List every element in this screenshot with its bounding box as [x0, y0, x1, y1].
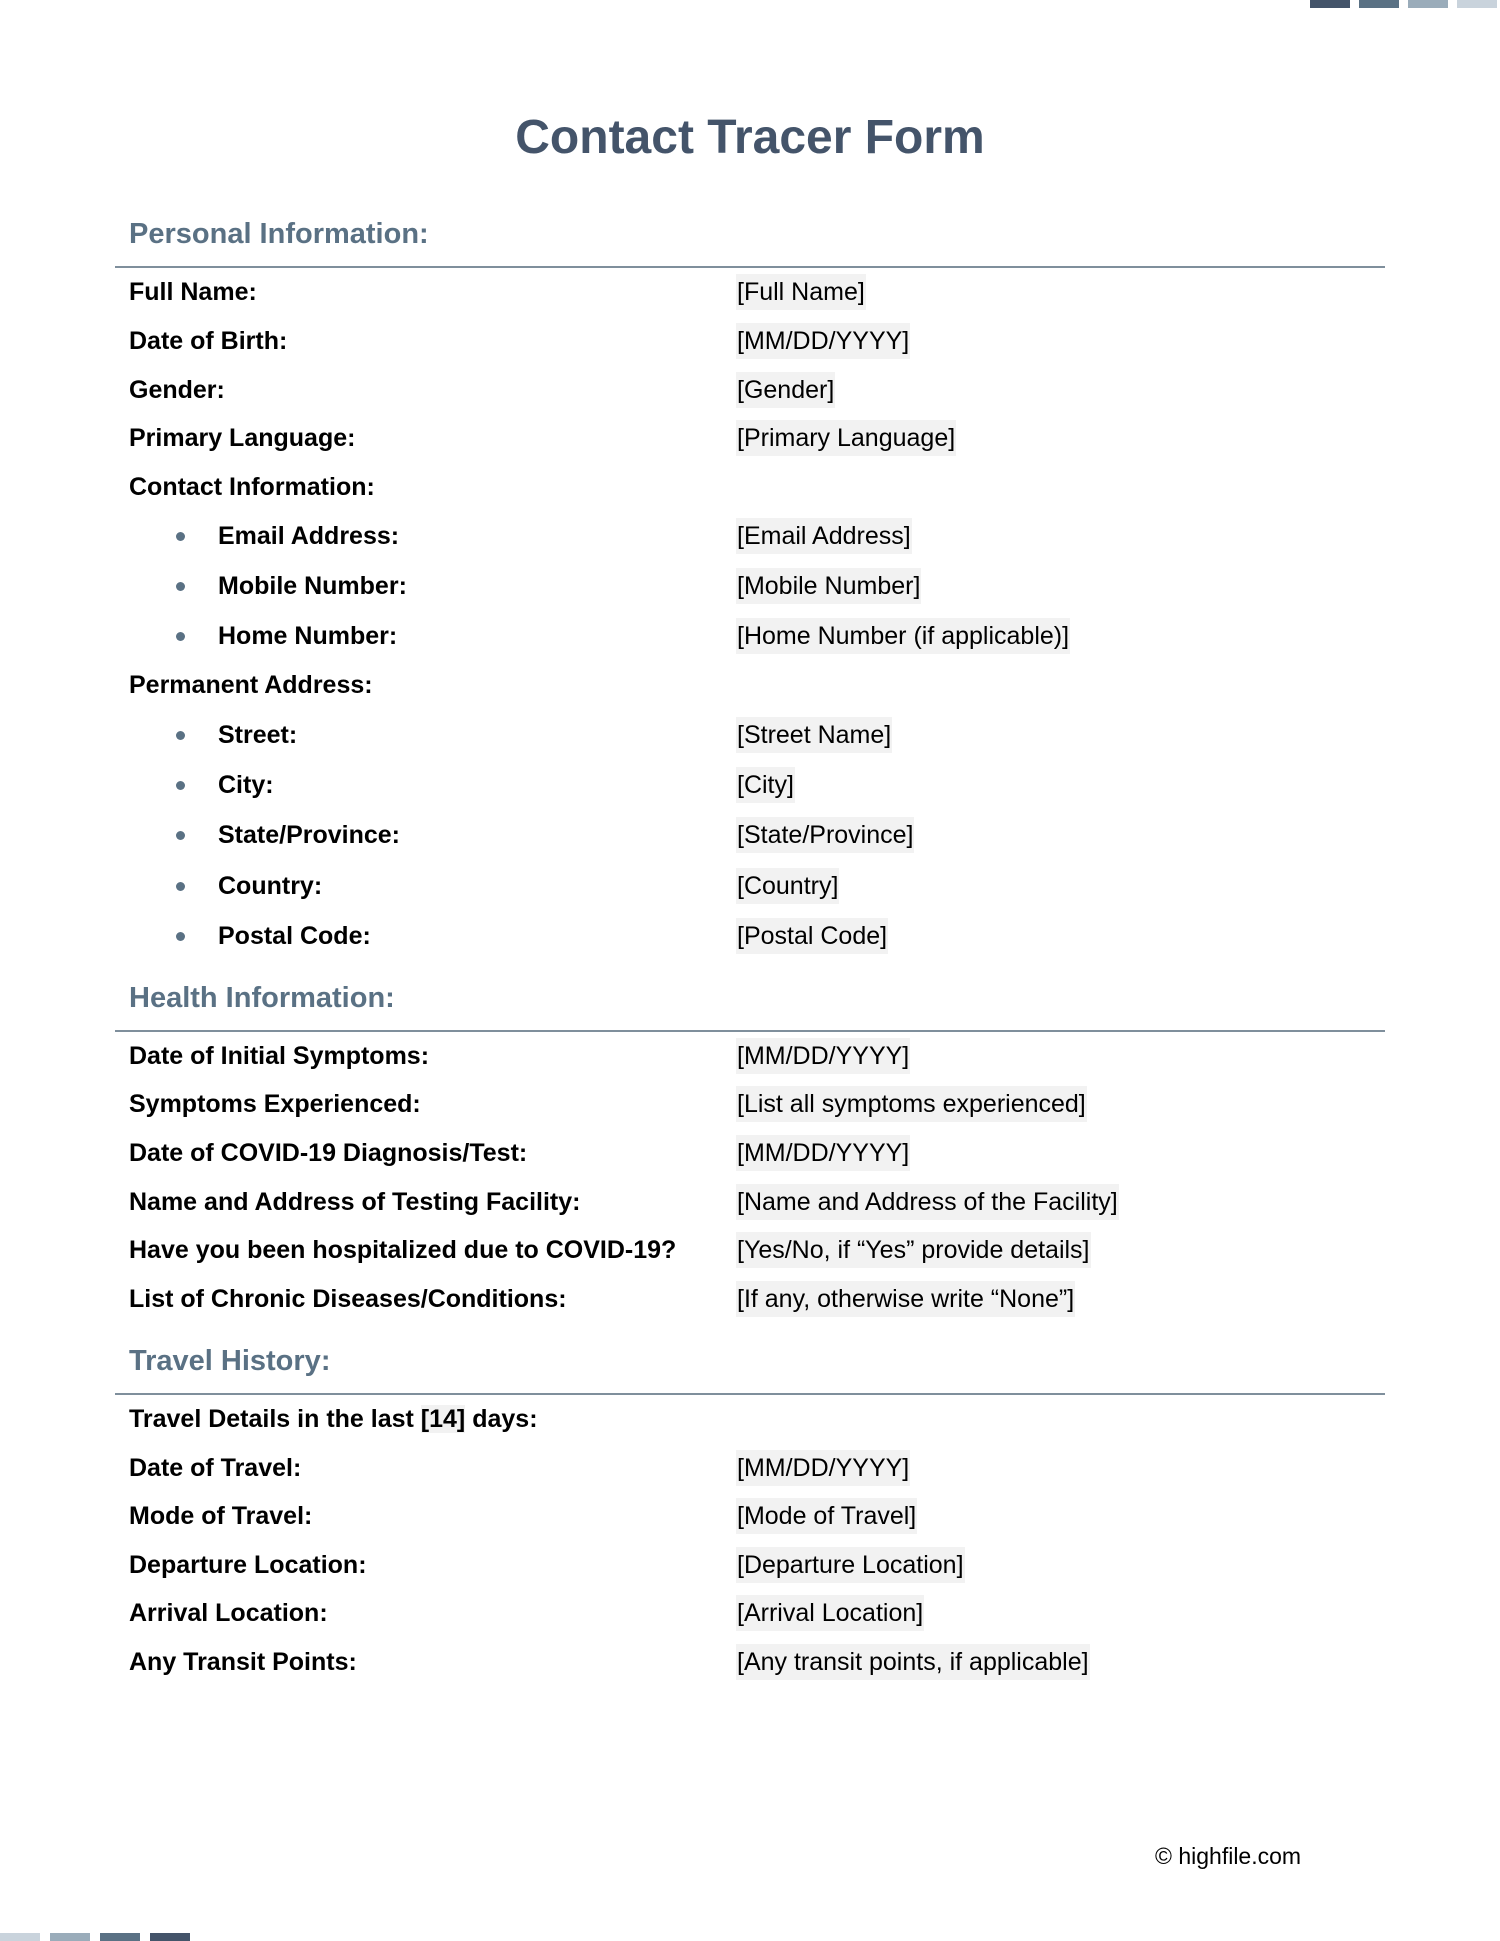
field-row-address-heading	[0, 667, 1500, 703]
field-row-facility	[0, 1184, 1500, 1220]
corner-bar-bottom-3	[100, 1933, 140, 1941]
field-row-diagnosis	[0, 1135, 1500, 1171]
field-label: Postal Code:	[218, 922, 371, 950]
field-row-state	[0, 817, 1500, 853]
home-number-field[interactable]: [Home Number (if applicable)]	[736, 618, 1070, 654]
gender-field[interactable]: [Gender]	[736, 372, 835, 408]
travel-date-field[interactable]: [MM/DD/YYYY]	[736, 1450, 910, 1486]
field-row-chronic	[0, 1281, 1500, 1317]
facility-field[interactable]: [Name and Address of the Facility]	[736, 1184, 1119, 1220]
full-name-field[interactable]: [Full Name]	[736, 274, 866, 310]
email-field[interactable]: [Email Address]	[736, 518, 912, 554]
field-label: City:	[218, 771, 274, 799]
city-field[interactable]: [City]	[736, 767, 795, 803]
field-row-home	[0, 618, 1500, 654]
dob-field[interactable]: [MM/DD/YYYY]	[736, 323, 910, 359]
postal-code-field[interactable]: [Postal Code]	[736, 918, 888, 954]
travel-details-label	[129, 1401, 538, 1437]
field-row-postal	[0, 918, 1500, 954]
field-label: State/Province:	[218, 821, 401, 849]
field-label: Full Name:	[129, 278, 257, 306]
bullet-icon	[176, 632, 185, 641]
corner-bar-top-1	[1310, 0, 1350, 8]
field-row-contact-heading	[0, 469, 1500, 505]
arrival-field[interactable]: [Arrival Location]	[736, 1595, 924, 1631]
field-row-mobile	[0, 568, 1500, 604]
language-field[interactable]: [Primary Language]	[736, 420, 956, 456]
state-field[interactable]: [State/Province]	[736, 817, 914, 853]
country-field[interactable]: [Country]	[736, 868, 839, 904]
field-label: List of Chronic Diseases/Conditions:	[129, 1285, 567, 1313]
bullet-icon	[176, 582, 185, 591]
field-row-language	[0, 420, 1500, 456]
diagnosis-date-field[interactable]: [MM/DD/YYYY]	[736, 1135, 910, 1171]
field-row-country	[0, 868, 1500, 904]
field-row-hospitalized	[0, 1232, 1500, 1268]
field-label: Primary Language:	[129, 424, 356, 452]
field-label: Any Transit Points:	[129, 1648, 357, 1676]
bullet-icon	[176, 781, 185, 790]
street-field[interactable]: [Street Name]	[736, 717, 892, 753]
travel-mode-field[interactable]: [Mode of Travel]	[736, 1498, 917, 1534]
travel-days-field[interactable]: [14]	[420, 1405, 466, 1433]
field-label: Departure Location:	[129, 1551, 367, 1579]
field-row-street	[0, 717, 1500, 753]
field-row-transit	[0, 1644, 1500, 1680]
section-title-health: Health Information:	[129, 982, 395, 1014]
field-label: Home Number:	[218, 622, 398, 650]
section-divider	[115, 1393, 1385, 1395]
field-row-travel-date	[0, 1450, 1500, 1486]
field-row-travel-details	[0, 1401, 1500, 1437]
field-row-full-name	[0, 274, 1500, 310]
bullet-icon	[176, 831, 185, 840]
field-label: Date of COVID-19 Diagnosis/Test:	[129, 1139, 528, 1167]
page-title: Contact Tracer Form	[515, 111, 985, 164]
field-row-symptoms	[0, 1086, 1500, 1122]
field-label: Street:	[218, 721, 298, 749]
field-label: Email Address:	[218, 522, 400, 550]
field-label: Country:	[218, 872, 323, 900]
initial-symptoms-date-field[interactable]: [MM/DD/YYYY]	[736, 1038, 910, 1074]
field-label: Gender:	[129, 376, 225, 404]
footer-copyright: © highfile.com	[1155, 1843, 1302, 1869]
travel-details-suffix: days:	[465, 1405, 538, 1433]
field-row-initial-symptoms	[0, 1038, 1500, 1074]
corner-bar-bottom-4	[150, 1933, 190, 1941]
corner-bar-bottom-1	[0, 1933, 40, 1941]
corner-bar-top-3	[1408, 0, 1448, 8]
address-label: Permanent Address:	[129, 671, 373, 699]
field-label: Date of Birth:	[129, 327, 288, 355]
field-row-travel-mode	[0, 1498, 1500, 1534]
section-title-personal: Personal Information:	[129, 218, 429, 250]
contact-info-label: Contact Information:	[129, 473, 375, 501]
section-title-travel: Travel History:	[129, 1345, 331, 1377]
field-row-gender	[0, 372, 1500, 408]
hospitalized-field[interactable]: [Yes/No, if “Yes” provide details]	[736, 1232, 1091, 1268]
field-label: Arrival Location:	[129, 1599, 328, 1627]
corner-bar-bottom-2	[50, 1933, 90, 1941]
corner-bar-top-4	[1457, 0, 1497, 8]
transit-field[interactable]: [Any transit points, if applicable]	[736, 1644, 1090, 1680]
field-row-dob	[0, 323, 1500, 359]
field-label: Date of Initial Symptoms:	[129, 1042, 430, 1070]
mobile-field[interactable]: [Mobile Number]	[736, 568, 921, 604]
departure-field[interactable]: [Departure Location]	[736, 1547, 965, 1583]
section-divider	[115, 1030, 1385, 1032]
section-divider	[115, 266, 1385, 268]
symptoms-field[interactable]: [List all symptoms experienced]	[736, 1086, 1087, 1122]
field-label: Mobile Number:	[218, 572, 407, 600]
field-label: Have you been hospitalized due to COVID-19?	[129, 1236, 677, 1264]
field-row-city	[0, 767, 1500, 803]
bullet-icon	[176, 882, 185, 891]
field-label: Mode of Travel:	[129, 1502, 313, 1530]
field-label: Name and Address of Testing Facility:	[129, 1188, 581, 1216]
bullet-icon	[176, 532, 185, 541]
field-row-arrival	[0, 1595, 1500, 1631]
bullet-icon	[176, 932, 185, 941]
field-row-departure	[0, 1547, 1500, 1583]
bullet-icon	[176, 731, 185, 740]
field-label: Symptoms Experienced:	[129, 1090, 421, 1118]
travel-details-prefix: Travel Details in the last	[129, 1405, 421, 1433]
chronic-conditions-field[interactable]: [If any, otherwise write “None”]	[736, 1281, 1075, 1317]
field-label: Date of Travel:	[129, 1454, 302, 1482]
corner-bar-top-2	[1359, 0, 1399, 8]
field-row-email	[0, 518, 1500, 554]
